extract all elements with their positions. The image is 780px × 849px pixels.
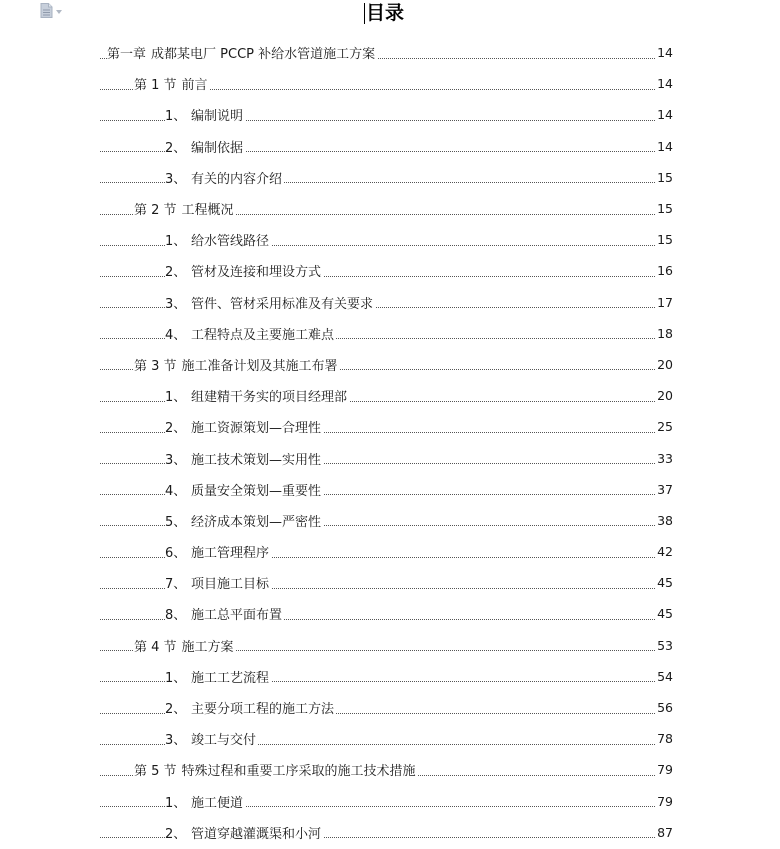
toc-entry-number: 2、 xyxy=(165,702,187,718)
toc-entry[interactable] xyxy=(0,193,780,224)
toc-entry-number: 第 4 节 xyxy=(134,639,177,655)
toc-entry-number: 3、 xyxy=(165,296,187,312)
toc-entry-title xyxy=(134,199,236,218)
toc-entry-title xyxy=(134,760,418,779)
toc-page-number: 14 xyxy=(657,45,673,61)
toc-page-number: 25 xyxy=(657,419,673,435)
toc-page-number: 14 xyxy=(657,76,673,92)
toc-entry[interactable] xyxy=(0,37,780,68)
toc-entry-text: 主要分项工程的施工方法 xyxy=(191,702,335,718)
toc-entry-number: 1、 xyxy=(165,795,187,811)
toc-page-number: 20 xyxy=(657,356,673,372)
toc-entry-number: 6、 xyxy=(165,546,187,562)
toc-entry-number: 4、 xyxy=(165,483,187,499)
toc-entry-title xyxy=(134,74,210,93)
toc-entry-number: 2、 xyxy=(165,421,187,437)
toc-entry-text: 编制依据 xyxy=(191,140,244,156)
toc-page-number: 37 xyxy=(657,481,673,497)
toc-page-number: 42 xyxy=(657,544,673,560)
toc-entry[interactable] xyxy=(0,474,780,505)
toc-entry-text: 施工方案 xyxy=(181,639,234,655)
toc-entry-text: 特殊过程和重要工序采取的施工技术措施 xyxy=(181,764,416,780)
toc-entry-text: 工程概况 xyxy=(181,203,234,219)
toc-entry-title xyxy=(107,43,377,62)
toc-page-number: 16 xyxy=(657,263,673,279)
toc-entry-title xyxy=(165,480,323,499)
toc-entry-number: 4、 xyxy=(165,327,187,343)
toc-entry-title xyxy=(165,542,271,561)
toc-page-number: 78 xyxy=(657,731,673,747)
toc-entry-title xyxy=(165,324,336,343)
toc-entry-title xyxy=(165,573,271,592)
toc-entry[interactable] xyxy=(0,536,780,567)
toc-entry-title xyxy=(165,792,245,811)
toc-entry-number: 2、 xyxy=(165,265,187,281)
toc-entry-text: 有关的内容介绍 xyxy=(191,171,283,187)
toc-entry-text: 施工工艺流程 xyxy=(191,670,270,686)
toc-entry[interactable] xyxy=(0,349,780,380)
toc-entry-title xyxy=(165,261,323,280)
toc-entry-number: 3、 xyxy=(165,171,187,187)
toc-entry-title xyxy=(165,105,245,124)
toc-entry-title xyxy=(165,137,245,156)
toc-entry[interactable] xyxy=(0,411,780,442)
toc-page-number: 15 xyxy=(657,232,673,248)
toc-entry-number: 1、 xyxy=(165,390,187,406)
toc-entry[interactable] xyxy=(0,380,780,411)
toc-entry-title xyxy=(165,417,323,436)
toc-entry-text: 工程特点及主要施工难点 xyxy=(191,327,335,343)
toc-entry[interactable] xyxy=(0,162,780,193)
toc-entry-text: 组建精干务实的项目经理部 xyxy=(191,390,348,406)
toc-page-number: 15 xyxy=(657,169,673,185)
toc-entry-text: 施工总平面布置 xyxy=(191,608,283,624)
toc-entry-text: 项目施工目标 xyxy=(191,577,270,593)
toc-entry-text: 管道穿越灌溉渠和小河 xyxy=(191,826,322,842)
page-title: 目录 xyxy=(366,2,405,24)
chevron-down-icon xyxy=(56,10,62,14)
toc-entry[interactable] xyxy=(0,661,780,692)
toc-entry-text: 质量安全策划—重要性 xyxy=(191,483,322,499)
toc-entry[interactable] xyxy=(0,692,780,723)
toc-entry-title xyxy=(134,355,340,374)
toc-page-number: 17 xyxy=(657,294,673,310)
toc-page-number: 45 xyxy=(657,575,673,591)
toc-entry-title xyxy=(165,168,284,187)
toc-page-number: 20 xyxy=(657,388,673,404)
toc-entry-number: 第 3 节 xyxy=(134,358,177,374)
toc-page-number: 56 xyxy=(657,700,673,716)
toc-entry[interactable] xyxy=(0,598,780,629)
toc-entry-number: 7、 xyxy=(165,577,187,593)
toc-entry[interactable] xyxy=(0,567,780,598)
toc-entry-text: 成都某电厂 PCCP 补给水管道施工方案 xyxy=(151,47,376,63)
toc-entry-text: 管材及连接和埋设方式 xyxy=(191,265,322,281)
toc-entry-title xyxy=(165,449,323,468)
toc-entry[interactable] xyxy=(0,723,780,754)
toc-entry-text: 管件、管材采用标准及有关要求 xyxy=(191,296,374,312)
toc-entry-text: 施工便道 xyxy=(191,795,244,811)
toc-entry-number: 3、 xyxy=(165,452,187,468)
toc-entry-number: 5、 xyxy=(165,514,187,530)
toc-page-number: 53 xyxy=(657,637,673,653)
toc-entry-title xyxy=(165,293,375,312)
toc-entry-title xyxy=(165,511,323,530)
toc-page-number: 87 xyxy=(657,824,673,840)
toc-entry-number: 2、 xyxy=(165,826,187,842)
toc-entry-text: 前言 xyxy=(181,78,208,94)
table-of-contents xyxy=(0,37,780,848)
toc-entry[interactable] xyxy=(0,68,780,99)
toc-entry-text: 竣工与交付 xyxy=(191,733,257,749)
toc-entry-title xyxy=(165,604,284,623)
toc-entry[interactable] xyxy=(0,442,780,473)
document-menu[interactable] xyxy=(40,3,62,18)
toc-entry-number: 1、 xyxy=(165,109,187,125)
toc-entry-title xyxy=(165,667,271,686)
toc-entry[interactable] xyxy=(0,630,780,661)
toc-entry-title xyxy=(165,729,258,748)
toc-entry-number: 2、 xyxy=(165,140,187,156)
toc-entry-title xyxy=(165,230,271,249)
toc-entry-number: 第一章 xyxy=(107,47,147,63)
toc-page-number: 79 xyxy=(657,762,673,778)
toc-entry-text: 编制说明 xyxy=(191,109,244,125)
toc-page-number: 45 xyxy=(657,606,673,622)
toc-entry[interactable] xyxy=(0,318,780,349)
toc-entry-title xyxy=(134,636,236,655)
toc-entry-text: 施工资源策划—合理性 xyxy=(191,421,322,437)
toc-page-number: 79 xyxy=(657,793,673,809)
toc-page-number: 38 xyxy=(657,512,673,528)
toc-entry-number: 第 5 节 xyxy=(134,764,177,780)
toc-entry[interactable] xyxy=(0,224,780,255)
toc-entry[interactable] xyxy=(0,131,780,162)
toc-entry-text: 施工准备计划及其施工布署 xyxy=(181,358,338,374)
toc-entry[interactable] xyxy=(0,817,780,848)
toc-page-number: 14 xyxy=(657,107,673,123)
toc-entry-title xyxy=(165,386,349,405)
toc-entry[interactable] xyxy=(0,754,780,785)
toc-entry-number: 1、 xyxy=(165,670,187,686)
toc-entry-number: 第 2 节 xyxy=(134,203,177,219)
toc-page-number: 33 xyxy=(657,450,673,466)
toc-entry-text: 给水管线路径 xyxy=(191,234,270,250)
toc-entry[interactable] xyxy=(0,255,780,286)
toc-entry[interactable] xyxy=(0,99,780,130)
toc-entry-number: 第 1 节 xyxy=(134,78,177,94)
toc-entry[interactable] xyxy=(0,505,780,536)
toc-entry-text: 施工技术策划—实用性 xyxy=(191,452,322,468)
toc-entry[interactable] xyxy=(0,287,780,318)
toc-page-number: 18 xyxy=(657,325,673,341)
toc-entry-text: 施工管理程序 xyxy=(191,546,270,562)
toc-page-number: 54 xyxy=(657,668,673,684)
toc-entry-number: 1、 xyxy=(165,234,187,250)
document-icon xyxy=(40,3,53,18)
text-cursor xyxy=(364,3,365,24)
toc-entry[interactable] xyxy=(0,786,780,817)
toc-entry-title xyxy=(165,823,323,842)
toc-entry-text: 经济成本策划—严密性 xyxy=(191,514,322,530)
toc-page-number: 14 xyxy=(657,138,673,154)
toc-page-number: 15 xyxy=(657,201,673,217)
toc-entry-number: 8、 xyxy=(165,608,187,624)
toc-entry-title xyxy=(165,698,336,717)
toc-entry-number: 3、 xyxy=(165,733,187,749)
